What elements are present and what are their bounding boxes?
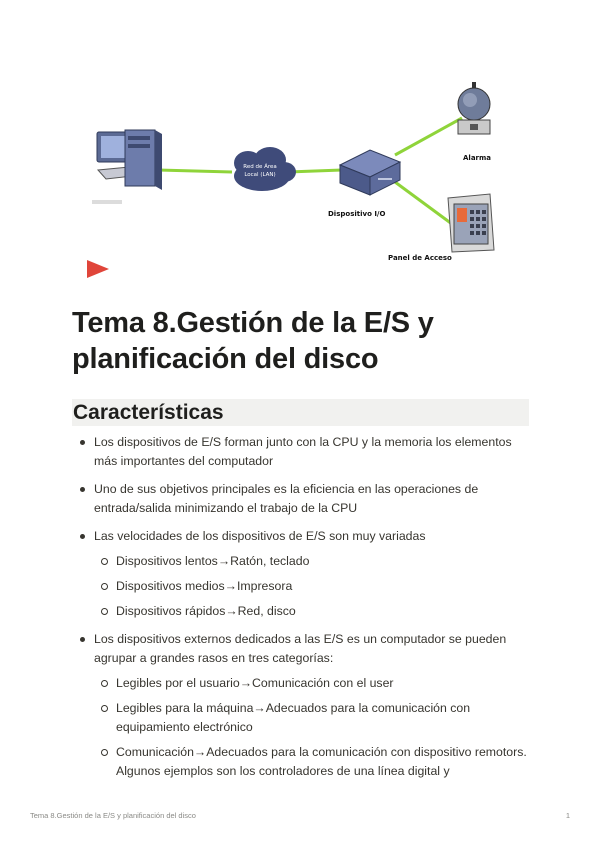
alarm-bell-icon xyxy=(458,82,490,134)
alarm-label: Alarma xyxy=(463,154,492,162)
characteristics-list xyxy=(72,433,532,790)
sub-list xyxy=(94,674,532,781)
list-item xyxy=(72,480,532,518)
list-item-text: Uno de sus objetivos principales es la eficiencia en las operaciones de entrada/salida minimizando el trabajo de la CPU xyxy=(94,482,479,515)
lan-label-line2: Local (LAN) xyxy=(244,172,276,178)
io-device-icon xyxy=(340,150,400,195)
list-item-text: Los dispositivos de E/S forman junto con la CPU y la memoria los elementos más importantes del computador xyxy=(94,435,512,468)
footer-title: Tema 8.Gestión de la E/S y planificación del disco xyxy=(30,811,196,820)
lan-cloud-icon xyxy=(234,147,296,191)
play-icon xyxy=(86,259,110,279)
list-item xyxy=(72,433,532,471)
sub-list xyxy=(94,552,532,621)
list-item-text: Los dispositivos externos dedicados a las E/S es un computador se pueden agrupar a grandes rasos en tres categorías: xyxy=(94,632,507,665)
access-panel-icon xyxy=(448,194,494,252)
page-title: Tema 8.Gestión de la E/S y planificación del disco xyxy=(72,307,434,375)
computer-icon xyxy=(92,130,162,204)
section-heading: Características xyxy=(72,399,529,426)
sub-list-item: Dispositivos lentos→Ratón, teclado xyxy=(94,552,532,571)
list-item xyxy=(72,527,532,621)
list-item-text: Las velocidades de los dispositivos de E/S son muy variadas xyxy=(94,529,426,543)
sub-list-item: Legibles para la máquina→Adecuados para la comunicación con equipamiento electrónico xyxy=(94,699,532,737)
access-panel-label: Panel de Acceso xyxy=(388,254,452,262)
sub-list-item: Dispositivos rápidos→Red, disco xyxy=(94,602,532,621)
page-footer xyxy=(30,811,570,820)
sub-list-item: Dispositivos medios→Impresora xyxy=(94,577,532,596)
sub-list-item: Comunicación→Adecuados para la comunicación con dispositivo remotors. Algunos ejemplos son los controladores de una línea digital y xyxy=(94,743,532,781)
list-item xyxy=(72,630,532,781)
network-links xyxy=(158,118,462,224)
page-number: 1 xyxy=(565,811,570,820)
io-device-label: Dispositivo I/O xyxy=(328,210,386,218)
sub-list-item: Legibles por el usuario→Comunicación con el user xyxy=(94,674,532,693)
lan-label-line1: Red de Área xyxy=(243,164,277,170)
network-diagram xyxy=(0,0,600,262)
